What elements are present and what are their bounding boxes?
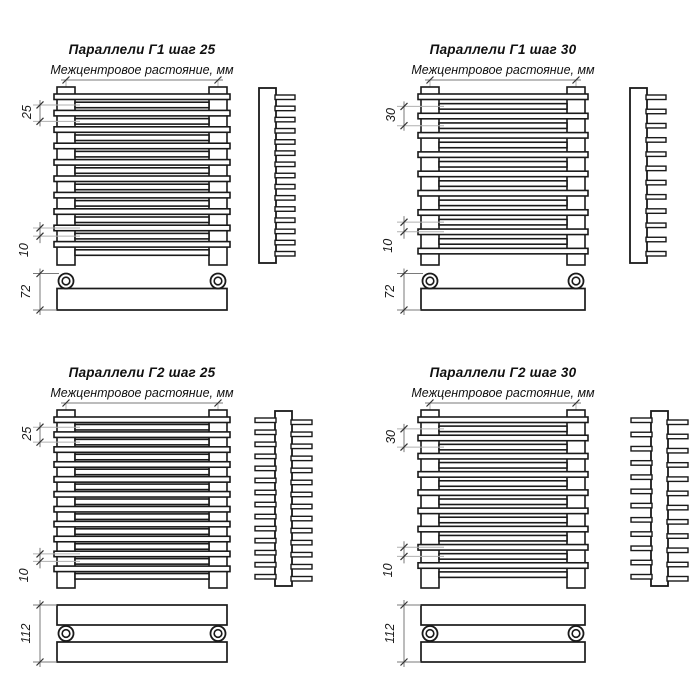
panel-subtitle: Межцентровое растояние, мм xyxy=(50,386,234,400)
bar-back xyxy=(439,200,567,206)
bar-front xyxy=(418,210,588,216)
bar-back xyxy=(75,574,209,580)
tooth-left xyxy=(255,490,276,495)
pipe-circle-inner xyxy=(62,630,70,638)
front-view xyxy=(418,410,588,588)
panel-subtitle: Межцентровое растояние, мм xyxy=(411,386,595,400)
bar-back xyxy=(439,499,567,505)
dim-label: 30 xyxy=(383,430,398,444)
tooth-right xyxy=(291,480,312,485)
tooth-right xyxy=(667,562,688,567)
tooth-right xyxy=(667,520,688,525)
side-view xyxy=(255,411,312,586)
bar-front xyxy=(418,190,588,196)
base-rect xyxy=(57,642,227,662)
tooth-left xyxy=(631,560,652,565)
panel-title: Параллели Г1 шаг 25 xyxy=(68,42,216,57)
bar-front xyxy=(54,143,230,149)
bar-front xyxy=(54,242,230,248)
bar-back xyxy=(75,233,209,239)
pipe-circle-inner xyxy=(572,277,580,285)
bar-front xyxy=(54,566,230,572)
dim-label: 10 xyxy=(16,568,31,583)
tooth-right xyxy=(291,577,312,582)
bar-front xyxy=(54,551,230,557)
tooth-right xyxy=(275,129,295,134)
side-view xyxy=(630,88,666,263)
base-rect xyxy=(421,289,585,311)
dim-label: 25 xyxy=(19,105,34,120)
tooth-right xyxy=(291,540,312,545)
bar-front xyxy=(418,171,588,177)
panel-g2-step25 xyxy=(17,400,312,668)
bar-back xyxy=(75,469,209,475)
tooth-right xyxy=(275,95,295,100)
tooth-left xyxy=(631,446,652,451)
tooth-left xyxy=(631,432,652,437)
tooth-left xyxy=(631,546,652,551)
tooth-right xyxy=(291,444,312,449)
tooth-right xyxy=(275,196,295,201)
bar-front xyxy=(54,225,230,231)
bar-front xyxy=(54,432,230,438)
bar-front xyxy=(418,94,588,100)
tooth-left xyxy=(631,575,652,580)
tooth-right xyxy=(291,468,312,473)
bar-back xyxy=(75,151,209,157)
tooth-right xyxy=(291,456,312,461)
bar-front xyxy=(418,133,588,139)
bar-front xyxy=(418,417,588,423)
bar-back xyxy=(75,484,209,490)
tooth-left xyxy=(255,466,276,471)
bar-back xyxy=(439,517,567,523)
dim-label: 72 xyxy=(382,284,397,299)
tooth-right xyxy=(646,237,666,242)
tooth-right xyxy=(646,223,666,228)
bar-back xyxy=(439,123,567,129)
bar-back xyxy=(439,554,567,560)
bar-back xyxy=(439,239,567,245)
dim-label: 10 xyxy=(380,563,395,578)
bar-back xyxy=(75,439,209,445)
mc-dimension xyxy=(61,77,223,92)
bar-front xyxy=(418,113,588,119)
bar-front xyxy=(54,176,230,182)
tooth-left xyxy=(631,461,652,466)
panel-title: Параллели Г2 шаг 25 xyxy=(68,365,216,380)
dim-label: 112 xyxy=(18,623,33,644)
bar-front xyxy=(418,508,588,513)
panel-g1-step25 xyxy=(17,77,295,316)
tooth-left xyxy=(631,532,652,537)
tooth-right xyxy=(667,448,688,453)
bar-front xyxy=(418,490,588,496)
tooth-right xyxy=(646,152,666,157)
bar-front xyxy=(54,127,230,133)
tooth-right xyxy=(667,420,688,425)
tooth-right xyxy=(646,209,666,214)
tooth-right xyxy=(291,516,312,521)
dim-label: 72 xyxy=(18,284,33,299)
base-rect xyxy=(57,605,227,625)
bar-front xyxy=(54,492,230,498)
tooth-left xyxy=(255,478,276,483)
bar-back xyxy=(75,184,209,190)
top-view xyxy=(57,274,227,311)
tooth-right xyxy=(291,552,312,557)
tooth-left xyxy=(631,489,652,494)
tooth-right xyxy=(646,138,666,143)
panel-g2-step30 xyxy=(381,400,688,668)
bar-front xyxy=(54,521,230,527)
tooth-left xyxy=(631,418,652,423)
bar-back xyxy=(75,135,209,141)
top-view xyxy=(421,605,585,662)
tooth-left xyxy=(255,454,276,459)
panel-g1-step30 xyxy=(381,77,666,316)
bar-back xyxy=(439,481,567,487)
tooth-right xyxy=(275,162,295,167)
tooth-right xyxy=(275,106,295,111)
tooth-right xyxy=(667,505,688,510)
dim-depth xyxy=(383,269,423,316)
tooth-left xyxy=(255,526,276,531)
dim-label: 10 xyxy=(380,238,395,253)
dim-depth xyxy=(19,600,57,667)
bar-back xyxy=(439,572,567,578)
tooth-right xyxy=(667,577,688,582)
bar-back xyxy=(439,181,567,187)
tooth-left xyxy=(255,418,276,423)
tooth-left xyxy=(631,503,652,508)
dim-depth xyxy=(383,600,421,667)
bar-back xyxy=(75,514,209,520)
bar-front xyxy=(54,192,230,198)
bar-front xyxy=(54,477,230,483)
bar-front xyxy=(54,462,230,468)
tooth-right xyxy=(646,180,666,185)
bar-back xyxy=(439,444,567,450)
panel-subtitle: Межцентровое растояние, мм xyxy=(50,63,234,77)
pipe-circle-inner xyxy=(62,277,70,285)
tooth-left xyxy=(255,514,276,519)
tooth-right xyxy=(275,229,295,234)
tooth-right xyxy=(646,95,666,100)
bar-back xyxy=(439,426,567,432)
bar-front xyxy=(418,563,588,569)
tooth-left xyxy=(255,430,276,435)
tooth-right xyxy=(275,117,295,122)
tooth-right xyxy=(275,252,295,257)
bar-back xyxy=(75,559,209,565)
panel-title: Параллели Г2 шаг 30 xyxy=(429,365,577,380)
base-rect xyxy=(57,289,227,311)
bar-back xyxy=(75,529,209,535)
tooth-right xyxy=(667,548,688,553)
pipe-circle-inner xyxy=(214,630,222,638)
dim-label: 30 xyxy=(383,108,398,122)
front-view xyxy=(54,410,230,588)
pipe-circle-inner xyxy=(572,630,580,638)
bar-front xyxy=(54,506,230,512)
tooth-right xyxy=(291,432,312,437)
side-column xyxy=(275,411,292,586)
tooth-right xyxy=(646,166,666,171)
tooth-right xyxy=(667,534,688,539)
front-view xyxy=(418,87,588,265)
dim-depth xyxy=(19,269,59,316)
tooth-right xyxy=(646,109,666,114)
bar-front xyxy=(54,94,230,100)
mc-dimension xyxy=(425,77,581,92)
tooth-right xyxy=(291,528,312,533)
top-view xyxy=(421,274,585,311)
pipe-circle-inner xyxy=(426,630,434,638)
bar-front xyxy=(54,536,230,542)
panel-title: Параллели Г1 шаг 30 xyxy=(429,42,577,57)
bar-back xyxy=(75,102,209,108)
tooth-right xyxy=(275,184,295,189)
tooth-right xyxy=(646,252,666,257)
panel-subtitle: Межцентровое растояние, мм xyxy=(411,63,595,77)
bar-front xyxy=(418,472,588,478)
bar-back xyxy=(75,119,209,125)
tooth-left xyxy=(255,575,276,580)
dim-label: 112 xyxy=(382,623,397,644)
bar-back xyxy=(439,219,567,225)
side-column xyxy=(259,88,276,263)
tooth-right xyxy=(275,173,295,178)
top-view xyxy=(57,605,227,662)
bar-front xyxy=(54,447,230,453)
side-column xyxy=(630,88,647,263)
tooth-right xyxy=(275,151,295,156)
side-view xyxy=(631,411,688,586)
bar-back xyxy=(75,250,209,256)
tooth-right xyxy=(275,207,295,212)
bar-front xyxy=(418,152,588,158)
base-rect xyxy=(421,605,585,625)
mc-dimension xyxy=(425,400,581,415)
tooth-right xyxy=(291,564,312,569)
tooth-left xyxy=(255,538,276,543)
bar-back xyxy=(75,168,209,174)
tooth-left xyxy=(255,550,276,555)
bar-back xyxy=(439,104,567,110)
pipe-circle-inner xyxy=(214,277,222,285)
side-column xyxy=(651,411,668,586)
tooth-left xyxy=(631,518,652,523)
base-rect xyxy=(421,642,585,662)
tooth-right xyxy=(646,195,666,200)
tooth-right xyxy=(291,492,312,497)
tooth-left xyxy=(255,502,276,507)
side-view xyxy=(259,88,295,263)
dim-label: 25 xyxy=(19,426,34,441)
dim-label: 10 xyxy=(16,243,31,258)
bar-front xyxy=(418,453,588,459)
tooth-right xyxy=(291,420,312,425)
bar-back xyxy=(75,544,209,550)
tooth-right xyxy=(291,504,312,509)
tooth-left xyxy=(255,562,276,567)
tooth-right xyxy=(667,477,688,482)
bar-front xyxy=(54,110,230,116)
bar-back xyxy=(75,454,209,460)
tooth-right xyxy=(667,491,688,496)
tooth-right xyxy=(275,218,295,223)
pipe-circle-inner xyxy=(426,277,434,285)
bar-back xyxy=(75,201,209,207)
bar-front xyxy=(54,209,230,215)
bar-front xyxy=(54,417,230,423)
tooth-left xyxy=(255,442,276,447)
mc-dimension xyxy=(61,400,223,415)
tooth-right xyxy=(667,463,688,468)
bar-back xyxy=(75,217,209,223)
tooth-right xyxy=(275,140,295,145)
bar-front xyxy=(418,526,588,532)
bar-back xyxy=(439,463,567,469)
bar-back xyxy=(75,424,209,430)
bar-front xyxy=(418,248,588,254)
bar-front xyxy=(54,160,230,166)
bar-back xyxy=(75,499,209,505)
tooth-right xyxy=(646,123,666,128)
tooth-right xyxy=(275,240,295,245)
bar-back xyxy=(439,142,567,148)
bar-front xyxy=(418,435,588,441)
tooth-right xyxy=(667,434,688,439)
tooth-left xyxy=(631,475,652,480)
bar-back xyxy=(439,162,567,168)
front-view xyxy=(54,87,230,265)
bar-back xyxy=(439,535,567,541)
